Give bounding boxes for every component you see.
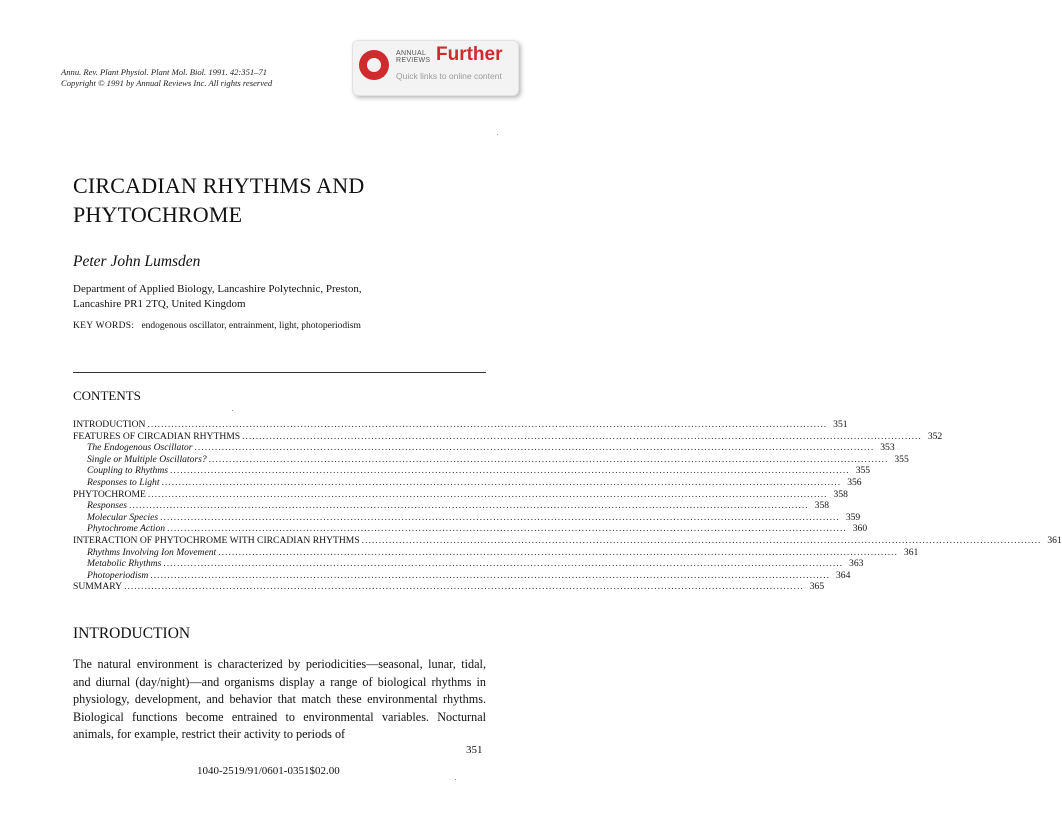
contents-heading: CONTENTS <box>73 388 141 403</box>
introduction-paragraph: The natural environment is characterized by periodicities—seasonal, lunar, tidal, and diurnal (day/night)—and organisms display a range of biological rhythms in physiology, development, and behavior that match these environmental rhythms. Biological functions become entrained to environmental variables. Nocturnal animals, for example, restrict their activity to periods of <box>73 657 486 741</box>
journal-citation <box>61 67 272 89</box>
toc-entry-label: The Endogenous Oscillator <box>87 442 193 454</box>
toc-entry-page: 358 <box>814 500 830 512</box>
toc-dot-leader: ........................................................................................................................................................................................................ <box>361 534 1042 546</box>
toc-entry-page: 364 <box>835 569 851 581</box>
toc-dot-leader: ........................................................................................................................................................................................................ <box>170 465 850 477</box>
toc-entry-label: Single or Multiple Oscillators? <box>87 453 207 465</box>
citation-line-2: Copyright © 1991 by Annual Reviews Inc. All rights reserved <box>61 78 273 88</box>
toc-entry-label: Coupling to Rhythms <box>87 465 169 477</box>
author-affiliation: Department of Applied Biology, Lancashire Polytechnic, Preston, Lancashire PR1 2TQ, United Kingdom <box>73 283 362 310</box>
toc-entry-page: 365 <box>809 581 825 593</box>
toc-entry-label: Molecular Species <box>87 511 159 523</box>
toc-entry[interactable] <box>73 419 848 431</box>
toc-entry-page: 360 <box>852 523 868 535</box>
left-arrow-circle-icon <box>359 50 389 80</box>
toc-entry[interactable] <box>73 569 851 582</box>
toc-entry-page: 353 <box>880 442 895 454</box>
toc-dot-leader: ........................................................................................................................................................................................................ <box>160 511 840 523</box>
toc-entry-page: 358 <box>833 488 848 500</box>
toc-entry-page: 352 <box>927 430 943 442</box>
toc-dot-leader: ........................................................................................................................................................................................................ <box>128 500 809 512</box>
keywords-label: KEY WORDS: <box>73 321 135 331</box>
toc-dot-leader: ........................................................................................................................................................................................................ <box>147 419 828 430</box>
toc-entry-page: 361 <box>1047 534 1062 546</box>
toc-dot-leader: ........................................................................................................................................................................................................ <box>161 476 842 488</box>
toc-entry[interactable] <box>73 488 848 501</box>
toc-entry-page: 361 <box>903 546 919 558</box>
scan-speck <box>455 779 456 780</box>
further-quick-links-button[interactable] <box>352 40 519 96</box>
toc-entry-page: 355 <box>855 465 871 477</box>
toc-entry[interactable] <box>73 523 868 535</box>
toc-entry-page: 351 <box>833 419 848 430</box>
toc-entry[interactable] <box>73 453 909 466</box>
toc-dot-leader: ........................................................................................................................................................................................................ <box>167 523 847 535</box>
toc-dot-leader: ........................................................................................................................................................................................................ <box>163 558 844 570</box>
keywords-list: endogenous oscillator, entrainment, light, photoperiodism <box>141 321 361 331</box>
toc-dot-leader: ........................................................................................................................................................................................................ <box>208 453 889 465</box>
toc-entry[interactable] <box>73 430 943 443</box>
section-heading-introduction: INTRODUCTION <box>73 625 191 642</box>
toc-dot-leader: ........................................................................................................................................................................................................ <box>218 546 898 558</box>
further-tagline: Quick links to online content <box>396 71 502 81</box>
scan-speck <box>232 410 233 411</box>
toc-entry[interactable] <box>73 534 1062 547</box>
toc-entry-label: Metabolic Rhythms <box>87 558 162 570</box>
citation-line-1: Annu. Rev. Plant Physiol. Plant Mol. Biol. 1991. 42:351–71 <box>61 67 268 77</box>
scan-speck <box>497 134 498 135</box>
toc-entry[interactable] <box>73 465 871 477</box>
toc-dot-leader: ........................................................................................................................................................................................................ <box>147 488 828 500</box>
section-divider <box>73 372 486 373</box>
toc-entry-label: Rhythms Involving Ion Movement <box>87 546 217 558</box>
article-title: CIRCADIAN RHYTHMS AND PHYTOCHROME <box>73 173 365 227</box>
toc-entry[interactable] <box>73 442 895 454</box>
annual-reviews-logo: ANNUAL REVIEWS <box>396 50 431 64</box>
further-wordmark: Further <box>436 44 503 65</box>
page-number: 351 <box>466 744 483 756</box>
toc-dot-leader: ........................................................................................................................................................................................................ <box>124 581 804 593</box>
toc-dot-leader: ........................................................................................................................................................................................................ <box>194 442 875 454</box>
toc-entry-page: 363 <box>849 558 864 570</box>
toc-entry-page: 356 <box>847 476 862 488</box>
toc-entry-label: SUMMARY <box>73 581 123 593</box>
author-name: Peter John Lumsden <box>73 253 201 270</box>
toc-entry-page: 355 <box>894 453 909 465</box>
toc-entry[interactable] <box>73 546 919 559</box>
toc-entry[interactable] <box>73 500 830 512</box>
toc-entry-label: INTRODUCTION <box>73 419 146 430</box>
toc-entry-label: INTERACTION OF PHYTOCHROME WITH CIRCADIAN RHYTHMS <box>73 534 360 546</box>
keywords <box>73 321 361 331</box>
toc-entry[interactable] <box>73 511 861 524</box>
fee-code: 1040-2519/91/0601-0351$02.00 <box>197 765 340 777</box>
toc-entry-label: Responses to Light <box>87 476 160 488</box>
toc-entry[interactable] <box>73 558 864 570</box>
toc-entry-label: Photoperiodism <box>87 569 149 581</box>
toc-entry-label: Phytochrome Action <box>87 523 166 535</box>
toc-entry-label: FEATURES OF CIRCADIAN RHYTHMS <box>73 430 241 442</box>
toc-entry-label: PHYTOCHROME <box>73 488 146 500</box>
toc-dot-leader: ........................................................................................................................................................................................................ <box>150 569 830 581</box>
toc-dot-leader: ........................................................................................................................................................................................................ <box>242 430 922 442</box>
toc-entry[interactable] <box>73 476 862 489</box>
toc-entry-page: 359 <box>845 511 861 523</box>
toc-entry-label: Responses <box>87 500 127 512</box>
toc-entry[interactable] <box>73 581 825 593</box>
table-of-contents <box>73 419 1062 593</box>
